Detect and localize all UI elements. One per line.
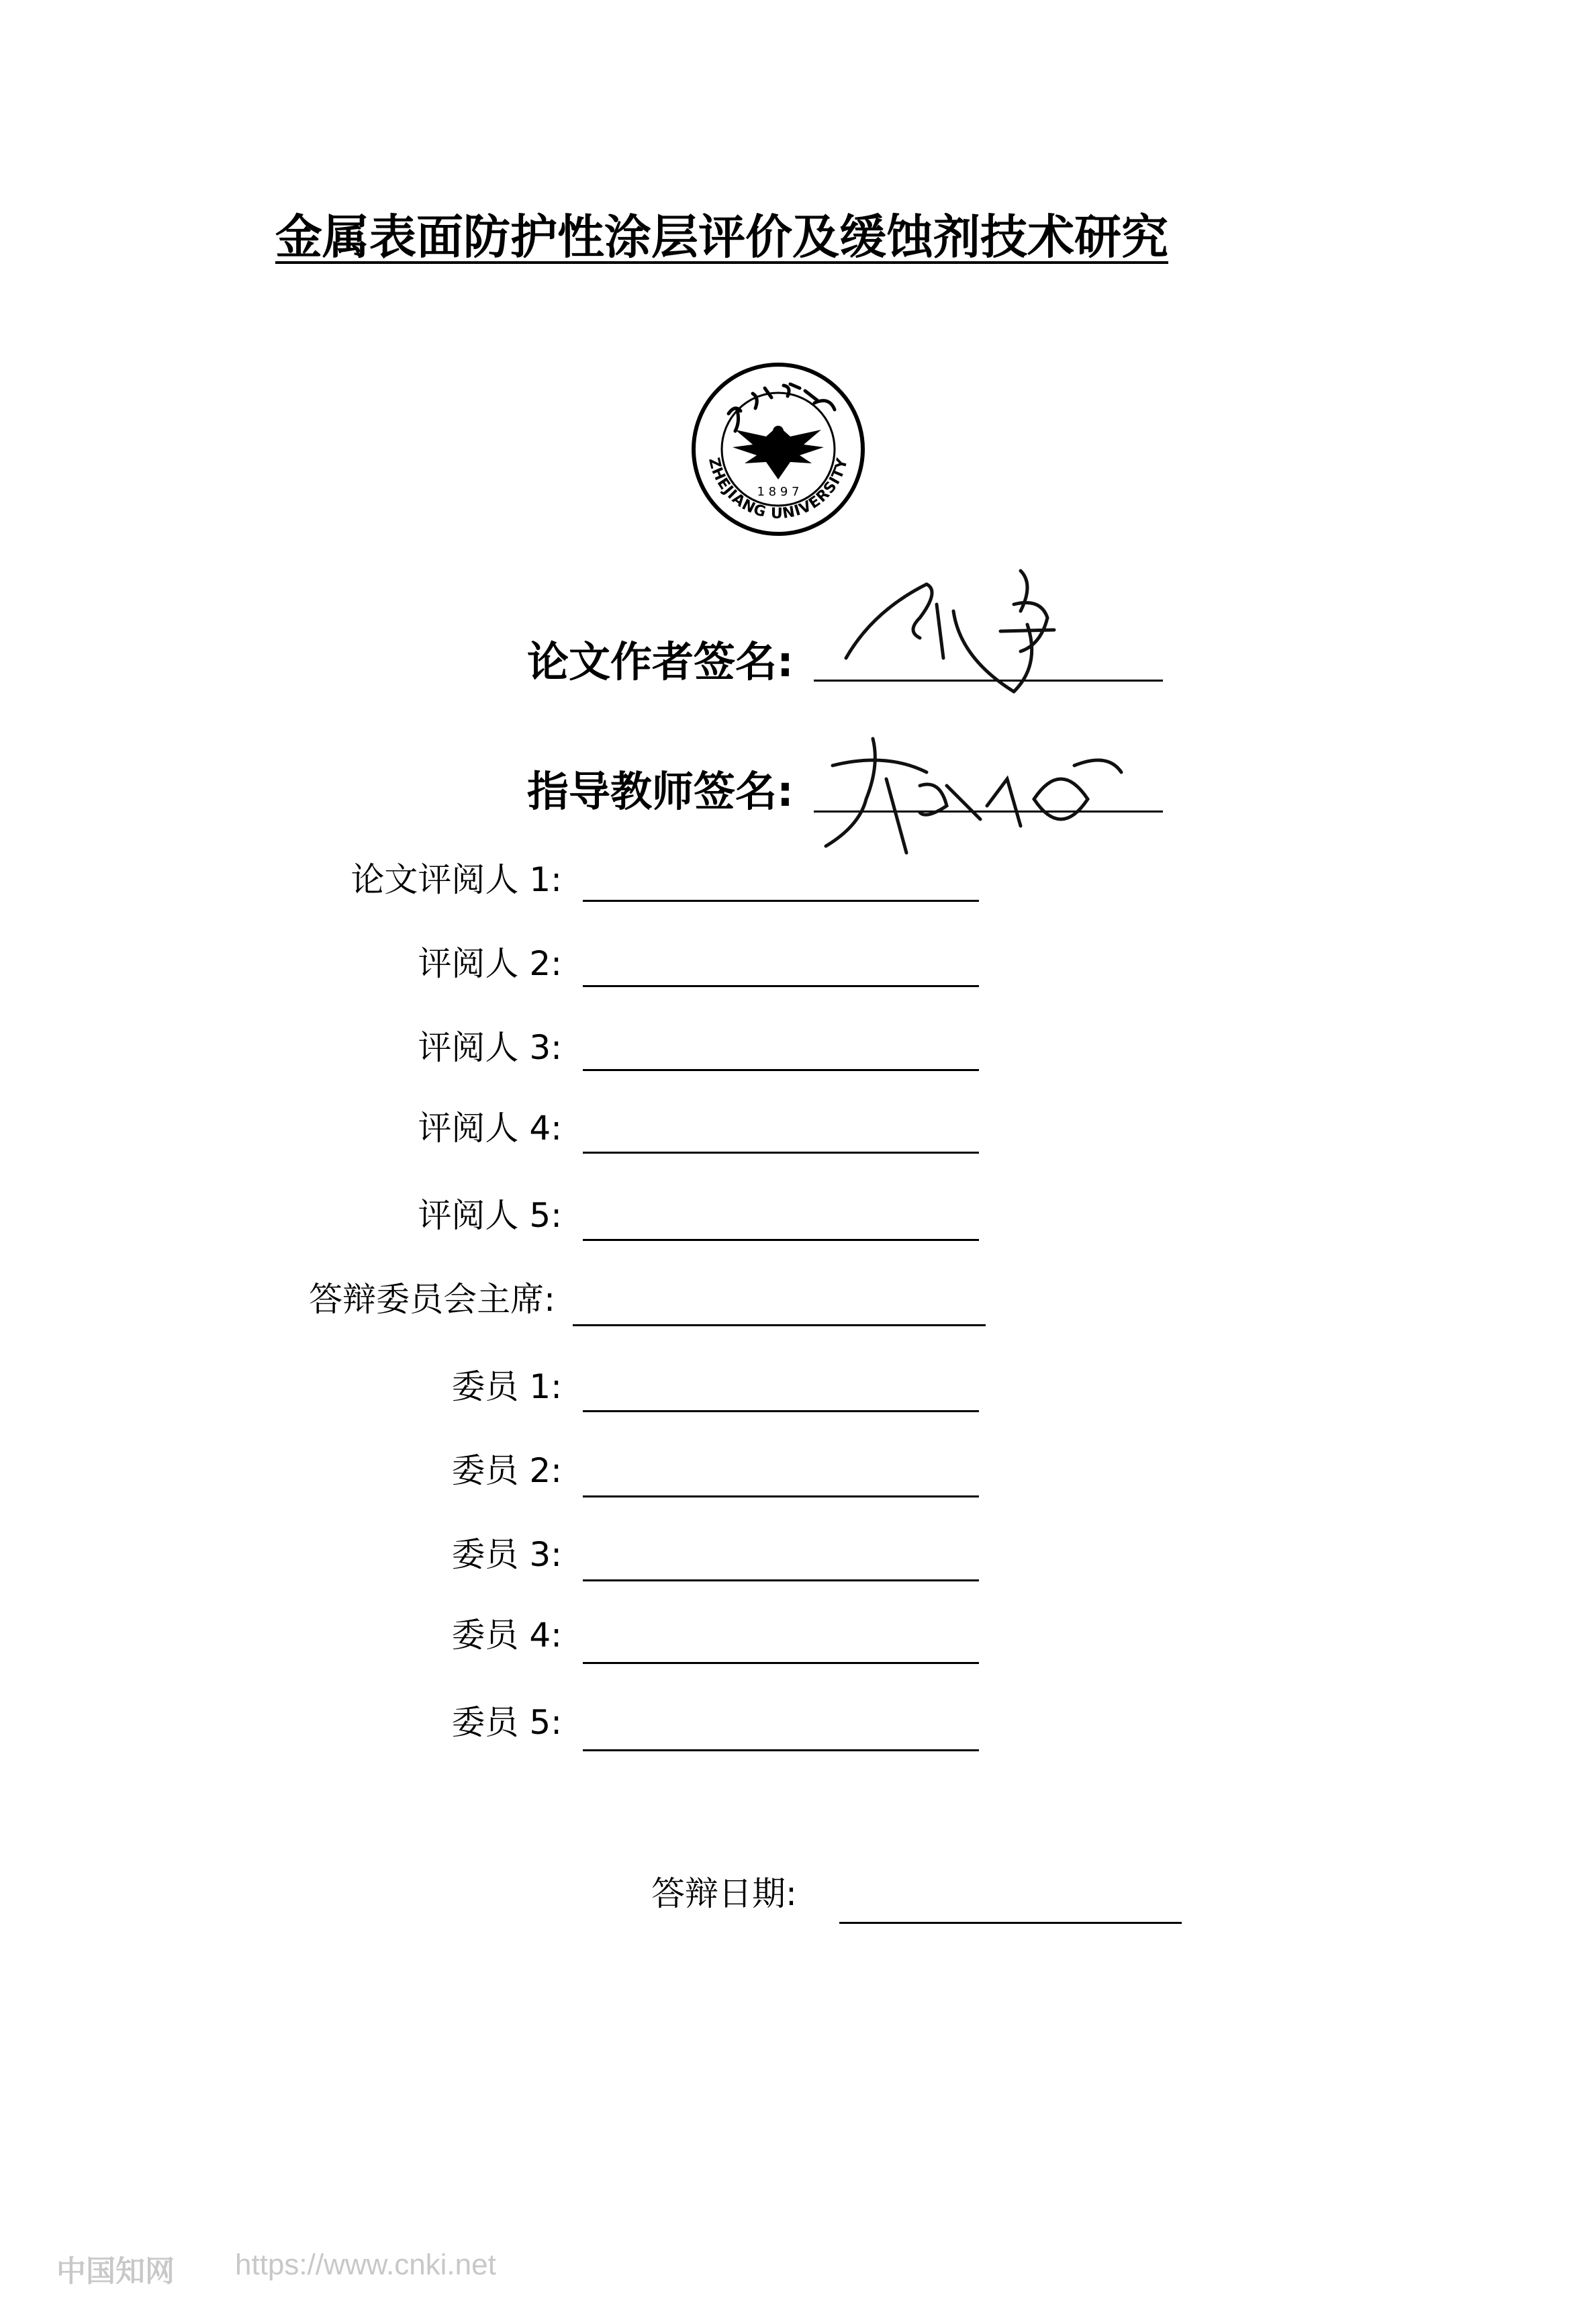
svg-text:ZHEJIANG UNIVERSITY: ZHEJIANG UNIVERSITY	[705, 456, 851, 522]
advisor-signature-label: 指导教师签名:	[527, 767, 794, 816]
committee-member-4-line[interactable]	[583, 1662, 979, 1664]
thesis-title: 金属表面防护性涂层评价及缓蚀剂技术研究	[275, 210, 1168, 265]
reviewer-3-label: 评阅人 3:	[418, 1028, 562, 1067]
reviewer-5-label: 评阅人 5:	[418, 1196, 562, 1235]
reviewer-1-line[interactable]	[583, 900, 979, 902]
reviewer-4-line[interactable]	[583, 1152, 979, 1154]
committee-member-5-label: 委员 5:	[451, 1703, 562, 1742]
committee-member-2-label: 委员 2:	[451, 1451, 562, 1490]
cnki-url[interactable]: https://www.cnki.net	[235, 2248, 496, 2281]
advisor-handwritten-signature	[806, 725, 1155, 860]
university-seal	[690, 361, 867, 537]
reviewer-4-label: 评阅人 4:	[418, 1109, 562, 1148]
committee-chair-label: 答辩委员会主席:	[309, 1280, 555, 1319]
reviewer-1-label: 论文评阅人 1:	[350, 860, 562, 899]
committee-member-3-label: 委员 3:	[451, 1535, 562, 1574]
reviewer-2-line[interactable]	[583, 985, 979, 987]
cnki-logo-text: 中国知网	[56, 2254, 175, 2289]
committee-member-3-line[interactable]	[583, 1579, 979, 1581]
reviewer-5-line[interactable]	[583, 1239, 979, 1241]
reviewer-2-label: 评阅人 2:	[418, 944, 562, 983]
author-handwritten-signature	[819, 557, 1101, 712]
reviewer-3-line[interactable]	[583, 1069, 979, 1071]
defense-date-line[interactable]	[839, 1922, 1182, 1924]
committee-member-2-line[interactable]	[583, 1495, 979, 1497]
committee-member-5-line[interactable]	[583, 1749, 979, 1751]
committee-chair-line[interactable]	[573, 1324, 986, 1326]
svg-text:1 8 9 7: 1 8 9 7	[757, 485, 800, 499]
committee-member-1-line[interactable]	[583, 1410, 979, 1412]
committee-member-1-label: 委员 1:	[451, 1367, 562, 1406]
committee-member-4-label: 委员 4:	[451, 1616, 562, 1655]
author-signature-label: 论文作者签名:	[527, 637, 794, 686]
defense-date-label: 答辩日期:	[651, 1874, 797, 1913]
